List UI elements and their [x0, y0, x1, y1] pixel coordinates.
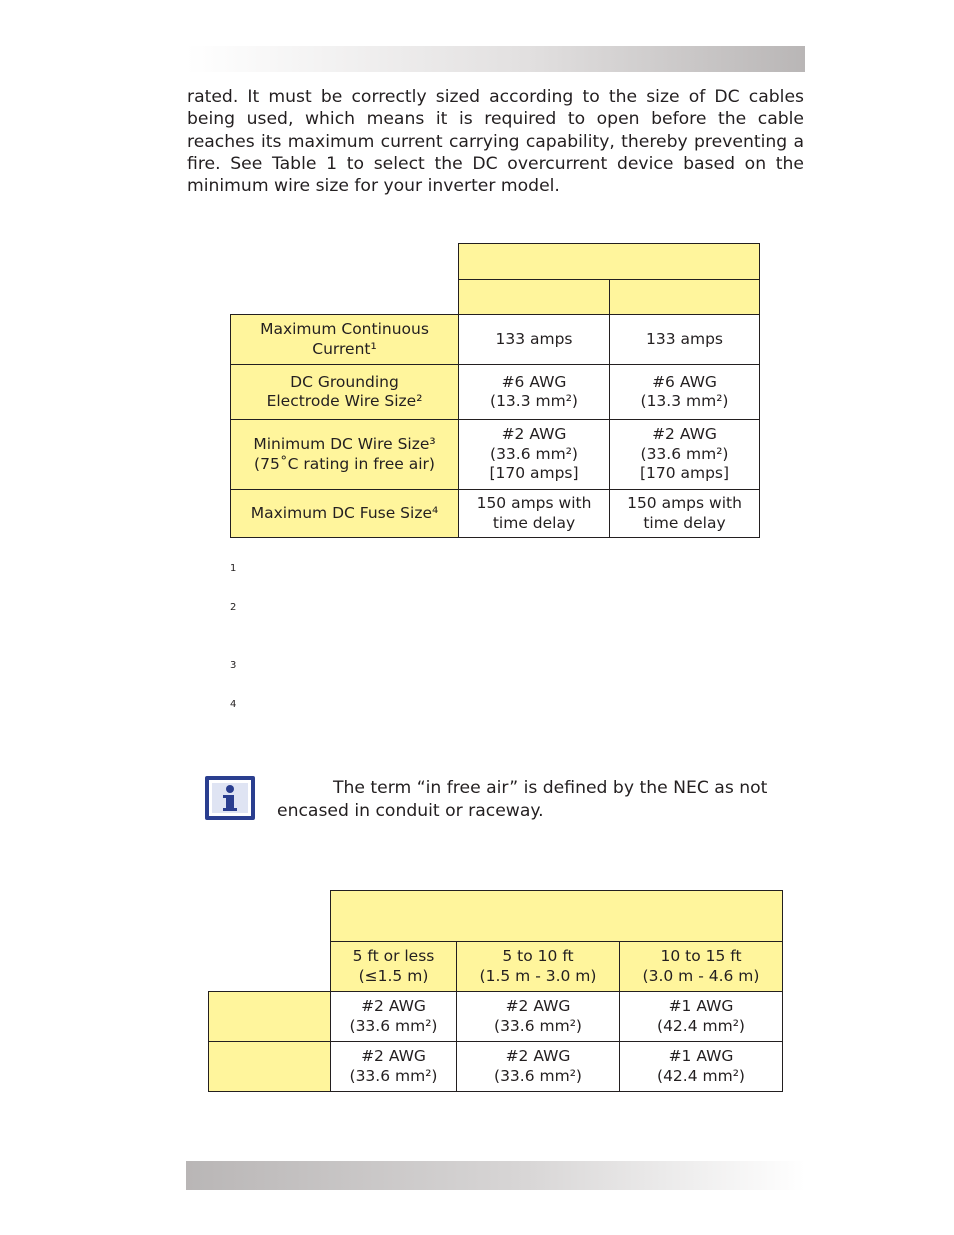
- table1-header-title: [459, 244, 760, 280]
- table-cell: #6 AWG (13.3 mm²): [610, 365, 760, 420]
- table-cell: #2 AWG (33.6 mm²): [457, 992, 620, 1042]
- table-row: [231, 365, 760, 420]
- footnote-marker-4: 4: [230, 699, 237, 710]
- row-label-grounding-wire: DC Grounding Electrode Wire Size²: [231, 365, 459, 420]
- table-cell: 133 amps: [459, 315, 610, 365]
- info-note-text: The term “in free air” is defined by the NEC as not encased in conduit or raceway.: [277, 778, 768, 821]
- table-cell: #2 AWG (33.6 mm²): [331, 992, 457, 1042]
- table-cell: #2 AWG (33.6 mm²): [457, 1042, 620, 1092]
- table1-model-col-1: [459, 280, 610, 315]
- row-label-continuous-current: Maximum Continuous Current¹: [231, 315, 459, 365]
- table-row: [231, 420, 760, 490]
- table2-header-title: [331, 891, 783, 942]
- info-icon: [204, 775, 256, 821]
- intro-paragraph: rated. It must be correctly sized according to the size of DC cables being used, which means it is required to open before the cable reaches its maximum current carrying capability, thereby preventing a fire. See Table 1 to select the DC overcurrent device based on the minimum wire size for your inverter model.: [187, 87, 804, 197]
- cable-size-by-distance-table: [208, 890, 783, 1092]
- table2-corner: [209, 891, 331, 942]
- distance-col-2: 5 to 10 ft (1.5 m - 3.0 m): [457, 942, 620, 992]
- table2-row-label: [209, 1042, 331, 1092]
- table-row: [209, 992, 783, 1042]
- dc-wiring-table: [230, 243, 760, 538]
- table-cell: 150 amps with time delay: [459, 490, 610, 538]
- table2-row-label: [209, 992, 331, 1042]
- page-header-bar: [186, 46, 805, 72]
- page-footer-bar: [186, 1161, 805, 1190]
- table-cell: #2 AWG (33.6 mm²) [170 amps]: [459, 420, 610, 490]
- table-cell: #1 AWG (42.4 mm²): [620, 1042, 783, 1092]
- distance-col-1: 5 ft or less (≤1.5 m): [331, 942, 457, 992]
- table-cell: #2 AWG (33.6 mm²): [331, 1042, 457, 1092]
- row-label-max-fuse: Maximum DC Fuse Size⁴: [231, 490, 459, 538]
- footnote-marker-1: 1: [230, 563, 237, 574]
- table1-model-col-2: [610, 280, 760, 315]
- row-label-min-dc-wire: Minimum DC Wire Size³ (75˚C rating in free air): [231, 420, 459, 490]
- table-cell: #1 AWG (42.4 mm²): [620, 992, 783, 1042]
- table-row: [209, 1042, 783, 1092]
- distance-col-3: 10 to 15 ft (3.0 m - 4.6 m): [620, 942, 783, 992]
- table1-corner: [231, 244, 459, 280]
- table-cell: 150 amps with time delay: [610, 490, 760, 538]
- table-cell: #6 AWG (13.3 mm²): [459, 365, 610, 420]
- footnote-marker-3: 3: [230, 660, 237, 671]
- footnote-marker-2: 2: [230, 602, 237, 613]
- table-cell: 133 amps: [610, 315, 760, 365]
- table-row: [231, 490, 760, 538]
- table-cell: #2 AWG (33.6 mm²) [170 amps]: [610, 420, 760, 490]
- table-row: [231, 315, 760, 365]
